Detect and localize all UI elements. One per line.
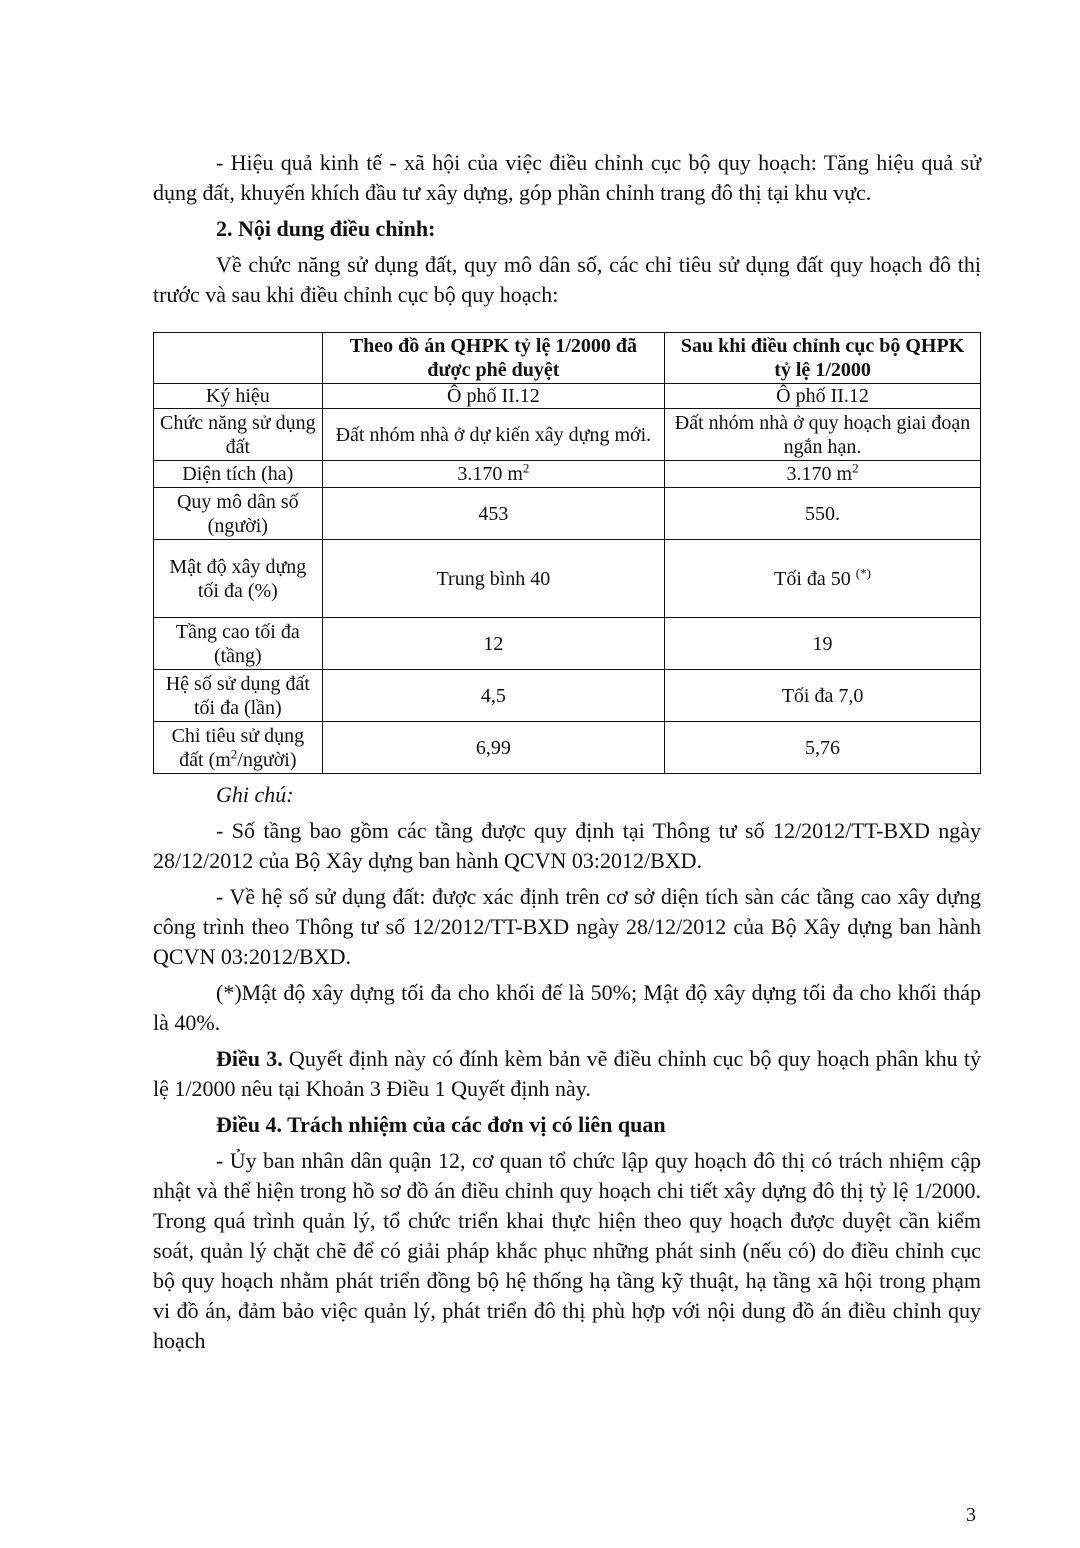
superscript: 2 — [522, 460, 530, 476]
note-so-tang: - Số tầng bao gồm các tầng được quy định tại Thông tư số 12/2012/TT-BXD ngày 28/12/2012 của Bộ Xây dựng ban hành QCVN 03:2012/BXD. — [153, 818, 981, 873]
note-mat-do: (*)Mật độ xây dựng tối đa cho khối đế là 50%; Mật độ xây dựng tối đa cho khối tháp là 40%. — [153, 980, 981, 1035]
value-after: Tối đa 7,0 — [665, 670, 981, 722]
dieu-3-label: Điều 3. — [216, 1046, 283, 1071]
ghi-chu-label: Ghi chú: — [216, 782, 294, 807]
value-before: Ô phố II.12 — [322, 384, 664, 409]
superscript: (*) — [855, 564, 871, 580]
value-before: Đất nhóm nhà ở dự kiến xây dựng mới. — [322, 409, 664, 461]
value-before — [322, 461, 664, 488]
note-he-so: - Về hệ số sử dụng đất: được xác định trên cơ sở diện tích sàn các tầng cao xây dựng công trình theo Thông tư số 12/2012/TT-BXD ngày 28/12/2012 của Bộ Xây dựng ban hành QCVN 03:2012/BXD. — [153, 884, 981, 969]
row-label: Diện tích (ha) — [154, 461, 323, 488]
paragraph-hieu-qua: - Hiệu quả kinh tế - xã hội của việc điều chỉnh cục bộ quy hoạch: Tăng hiệu quả sử dụng đất, khuyến khích đầu tư xây dựng, góp phần chỉnh trang đô thị tại khu vực. — [153, 150, 981, 205]
row-label — [154, 722, 323, 774]
page-number: 3 — [966, 1504, 976, 1526]
row-label: Tầng cao tối đa (tầng) — [154, 618, 323, 670]
value-after: 550. — [665, 488, 981, 540]
value-text: 3.170 m — [457, 463, 523, 485]
row-label: Ký hiệu — [154, 384, 323, 409]
value-before: 4,5 — [322, 670, 664, 722]
heading-noi-dung-dieu-chinh: 2. Nội dung điều chỉnh: — [216, 216, 436, 241]
paragraph-dieu-4: - Ủy ban nhân dân quận 12, cơ quan tổ chức lập quy hoạch đô thị có trách nhiệm cập nhật và thể hiện trong hồ sơ đồ án điều chỉnh quy hoạch chi tiết xây dựng đô thị tỷ lệ 1/2000. Trong quá trình quản lý, tổ chức triển khai thực hiện theo quy hoạch được duyệt cần kiểm soát, quản lý chặt chẽ để có giải pháp khắc phục những phát sinh (nếu có) do điều chỉnh cục bộ quy hoạch nhằm phát triển đồng bộ hệ thống hạ tầng kỹ thuật, hạ tầng xã hội trong phạm vi đồ án, đảm bảo việc quản lý, phát triển đô thị phù hợp với nội dung đồ án điều chỉnh quy hoạch — [153, 1148, 981, 1353]
row-label: Chức năng sử dụng đất — [154, 409, 323, 461]
superscript: 2 — [852, 460, 859, 476]
table-header-before: Theo đồ án QHPK tỷ lệ 1/2000 đã được phê duyệt — [322, 333, 664, 384]
heading-dieu-4: Điều 4. Trách nhiệm của các đơn vị có liên quan — [216, 1112, 666, 1137]
table-header-after: Sau khi điều chỉnh cục bộ QHPK tỷ lệ 1/2000 — [665, 333, 981, 384]
row-label: Quy mô dân số (người) — [154, 488, 323, 540]
value-after: 19 — [665, 618, 981, 670]
value-after: Đất nhóm nhà ở quy hoạch giai đoạn ngắn hạn. — [665, 409, 981, 461]
value-after — [665, 461, 981, 488]
value-before: 453 — [322, 488, 664, 540]
value-before: 6,99 — [322, 722, 664, 774]
value-before: Trung bình 40 — [322, 540, 664, 618]
value-after: Ô phố II.12 — [665, 384, 981, 409]
label-text: Chỉ tiêu sử dụng đất (m — [171, 724, 305, 771]
superscript: 2 — [230, 745, 238, 761]
paragraph-dieu-3 — [153, 1044, 981, 1104]
table-row — [154, 461, 981, 488]
table-header-row — [154, 333, 981, 384]
document-page — [153, 148, 981, 1356]
value-text: 3.170 m — [786, 463, 853, 485]
table-header-empty — [154, 333, 323, 384]
table-row — [154, 409, 981, 461]
table-row — [154, 540, 981, 618]
row-label: Hệ số sử dụng đất tối đa (lần) — [154, 670, 323, 722]
table-row — [154, 670, 981, 722]
label-text: /người) — [237, 748, 297, 771]
table-row — [154, 488, 981, 540]
comparison-table — [153, 332, 981, 774]
value-after: 5,76 — [665, 722, 981, 774]
table-row — [154, 722, 981, 774]
paragraph-ve-chuc-nang: Về chức năng sử dụng đất, quy mô dân số, các chỉ tiêu sử dụng đất quy hoạch đô thị trước và sau khi điều chỉnh cục bộ quy hoạch: — [153, 252, 981, 307]
row-label: Mật độ xây dựng tối đa (%) — [154, 540, 323, 618]
value-before: 12 — [322, 618, 664, 670]
dieu-3-text: Quyết định này có đính kèm bản vẽ điều chỉnh cục bộ quy hoạch phân khu tỷ lệ 1/2000 nêu tại Khoản 3 Điều 1 Quyết định này. — [153, 1046, 981, 1101]
table-row — [154, 618, 981, 670]
value-text: Tối đa 50 — [774, 567, 856, 590]
value-after — [665, 540, 981, 618]
table-row — [154, 384, 981, 409]
